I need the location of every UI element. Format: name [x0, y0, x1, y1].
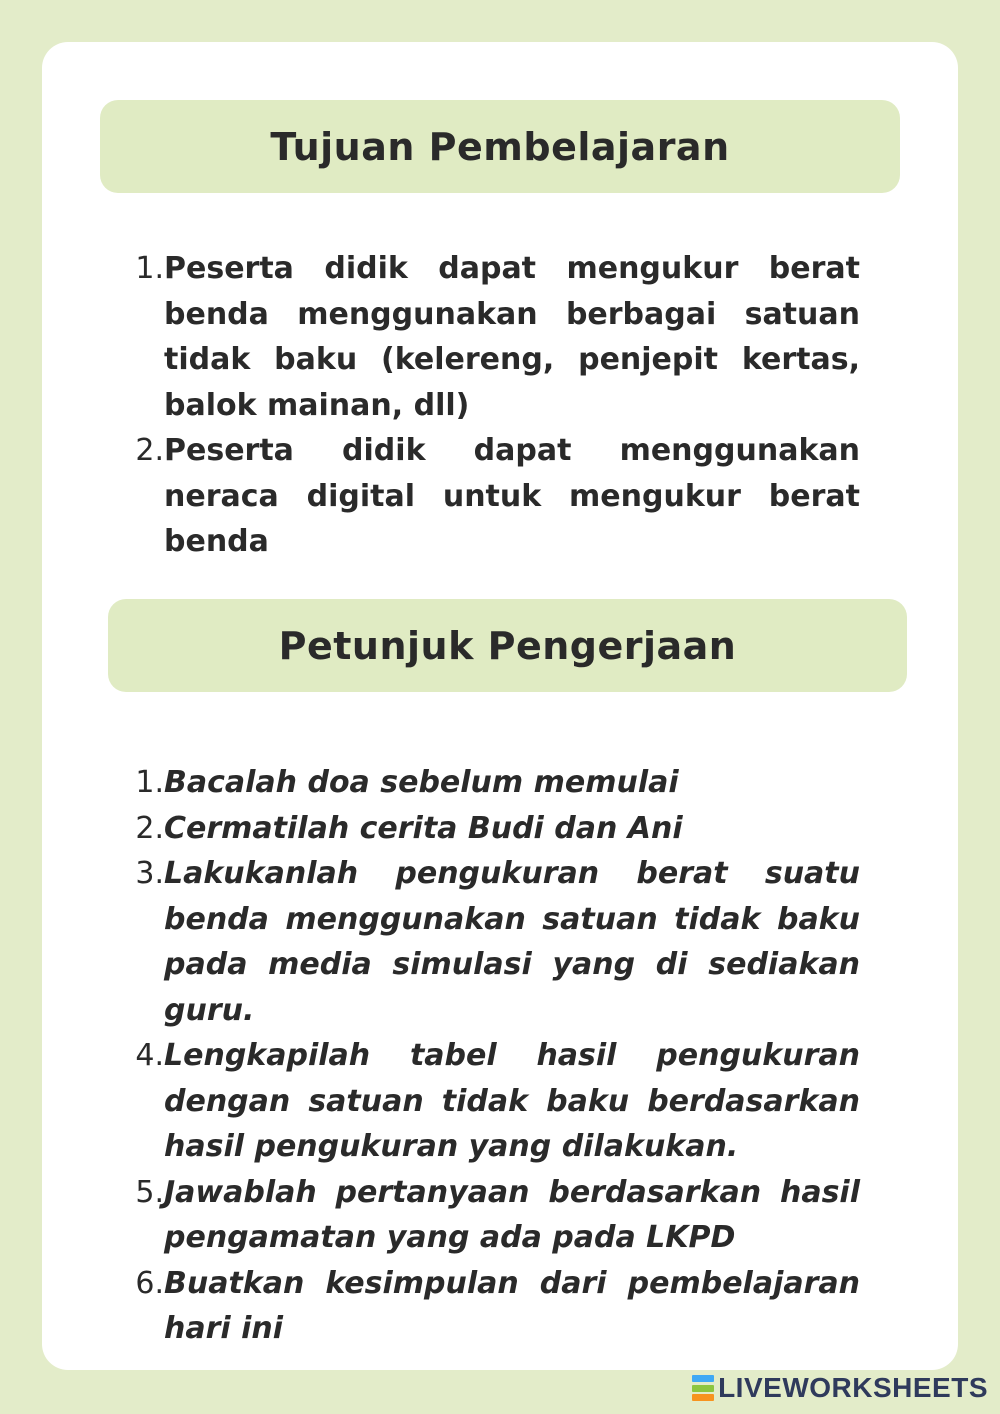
list-item: [130, 428, 860, 565]
list-item-number: 1.: [135, 765, 164, 800]
section-title-petunjuk: Petunjuk Pengerjaan: [108, 599, 907, 692]
list-item-text: Buatkan kesimpulan dari pembelajaran hari ini: [164, 1265, 860, 1346]
list-item: [130, 1261, 860, 1352]
liveworksheets-logo-icon: [692, 1375, 714, 1401]
list-item-number: 2.: [135, 810, 164, 846]
list-item-number: 6.: [135, 1265, 164, 1301]
list-item-number: 1.: [135, 251, 164, 286]
liveworksheets-brand[interactable]: [692, 1372, 988, 1404]
list-item-text: Peserta didik dapat mengukur berat benda menggunakan berbagai satuan tidak baku (kelereng, penjepit kertas, balok mainan, dll): [164, 251, 860, 423]
list-item-text: Cermatilah cerita Budi dan Ani: [164, 810, 683, 846]
list-item-number: 5.: [135, 1174, 164, 1210]
list-item-number: 3.: [135, 856, 164, 891]
list-item: [130, 246, 860, 428]
list-item-text: Lengkapilah tabel hasil pengukuran dengan satuan tidak baku berdasarkan hasil pengukuran yang dilakukan.: [164, 1038, 860, 1164]
tujuan-list: [130, 246, 860, 565]
list-item-number: 2.: [135, 433, 164, 468]
section-title-tujuan: Tujuan Pembelajaran: [100, 100, 900, 193]
list-item-text: Peserta didik dapat menggunakan neraca digital untuk mengukur berat benda: [164, 433, 860, 559]
list-item-number: 4.: [135, 1038, 164, 1073]
petunjuk-list: [130, 760, 860, 1352]
list-item: [130, 1033, 860, 1170]
brand-text: LIVEWORKSHEETS: [718, 1372, 988, 1403]
list-item-text: Lakukanlah pengukuran berat suatu benda menggunakan satuan tidak baku pada media simulasi yang di sediakan guru.: [164, 856, 860, 1028]
worksheet-card: [42, 42, 958, 1370]
list-item: [130, 1170, 860, 1261]
list-item: [130, 806, 860, 852]
list-item-text: Bacalah doa sebelum memulai: [164, 765, 679, 800]
list-item-text: Jawablah pertanyaan berdasarkan hasil pengamatan yang ada pada LKPD: [164, 1174, 860, 1255]
list-item: [130, 851, 860, 1033]
list-item: [130, 760, 860, 806]
